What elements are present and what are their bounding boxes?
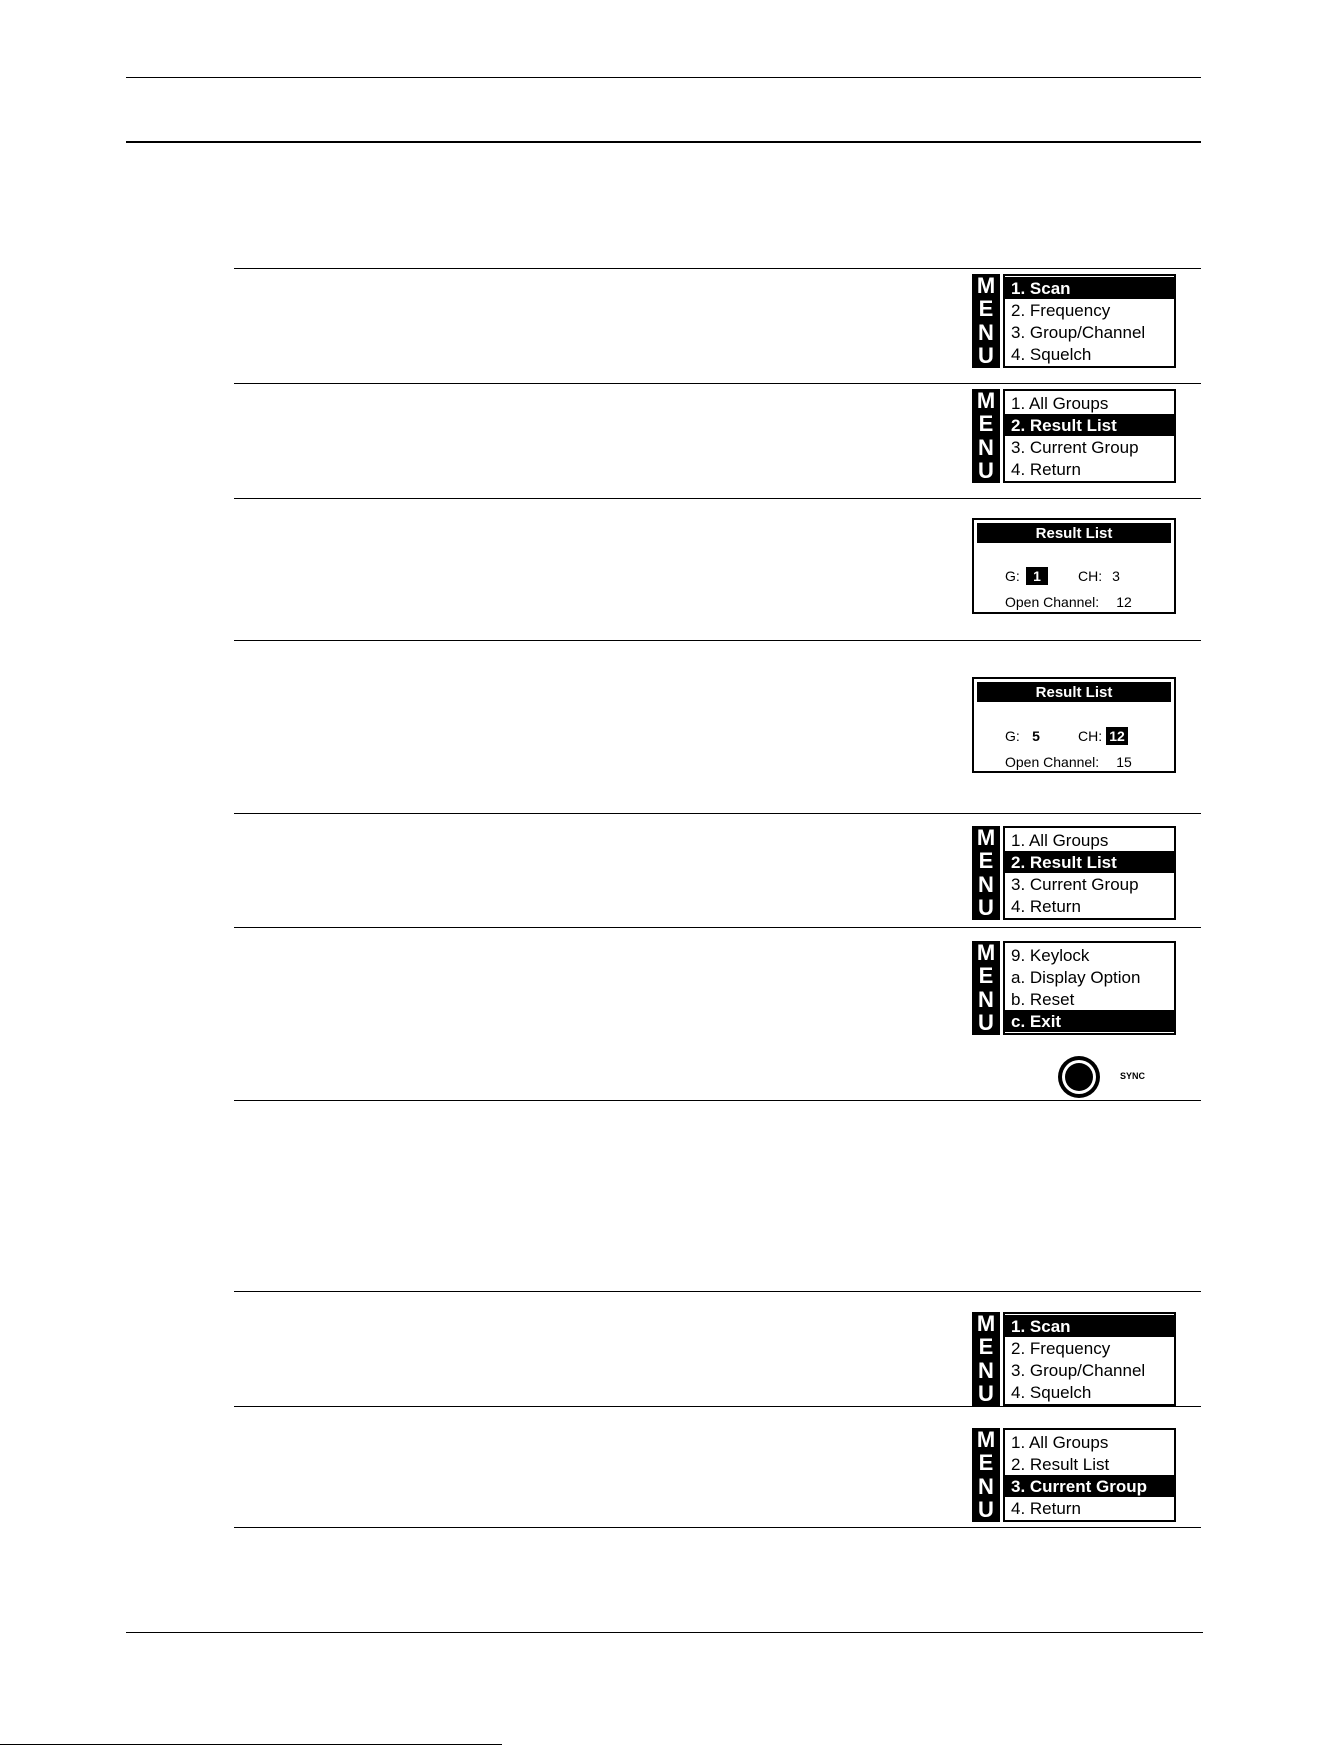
row-separator [234, 1406, 1201, 1407]
menu-item-result-list[interactable]: 2. Result List [1005, 851, 1174, 873]
menu-item-current-group[interactable]: 3. Current Group [1011, 437, 1139, 457]
channel-value[interactable]: 3 [1112, 568, 1120, 584]
sync-knob-icon[interactable] [1058, 1056, 1100, 1098]
menu-list [1003, 389, 1176, 483]
channel-label: CH: [1078, 568, 1103, 584]
open-channel-label: Open Channel: [1005, 754, 1100, 770]
menu-item-scan[interactable]: 1. Scan [1005, 277, 1174, 299]
row-separator [234, 1527, 1201, 1528]
menu-list [1003, 1428, 1176, 1522]
header-rule-thin [126, 77, 1201, 78]
menu-display-result-list [972, 826, 1176, 920]
menu-item-result-list[interactable]: 2. Result List [1005, 414, 1174, 436]
menu-strip: M E N U [972, 826, 1000, 920]
menu-item-squelch[interactable]: 4. Squelch [1011, 344, 1092, 364]
group-value[interactable]: 1 [1026, 567, 1048, 585]
menu-display-exit [972, 941, 1176, 1035]
menu-item-result-list[interactable]: 2. Result List [1011, 1454, 1110, 1474]
menu-item-keylock[interactable]: 9. Keylock [1011, 945, 1090, 965]
menu-list [1003, 274, 1176, 368]
group-value[interactable]: 5 [1032, 728, 1040, 744]
group-label: G: [1005, 568, 1020, 584]
sync-label: SYNC [1120, 1071, 1146, 1081]
menu-item-display-option[interactable]: a. Display Option [1011, 967, 1141, 987]
menu-display-result-list [972, 389, 1176, 483]
row-separator [234, 813, 1201, 814]
menu-item-reset[interactable]: b. Reset [1011, 989, 1075, 1009]
open-channel-label: Open Channel: [1005, 594, 1100, 610]
menu-display-scan [972, 1312, 1176, 1406]
header-rule-thick [126, 141, 1201, 143]
row-separator [234, 640, 1201, 641]
menu-item-exit[interactable]: c. Exit [1005, 1010, 1174, 1032]
channel-label: CH: [1078, 728, 1103, 744]
menu-strip: M E N U [972, 941, 1000, 1035]
menu-item-return[interactable]: 4. Return [1011, 1498, 1081, 1518]
menu-strip: M E N U [972, 389, 1000, 483]
result-list-title: Result List [977, 523, 1171, 543]
result-list-display [972, 677, 1176, 773]
menu-item-current-group[interactable]: 3. Current Group [1005, 1475, 1174, 1497]
menu-item-group-channel[interactable]: 3. Group/Channel [1011, 322, 1146, 342]
menu-item-all-groups[interactable]: 1. All Groups [1011, 1432, 1109, 1452]
menu-strip: M E N U [972, 1428, 1000, 1522]
row-separator [234, 927, 1201, 928]
menu-display-scan [972, 274, 1176, 368]
open-channel-value: 15 [1116, 754, 1132, 770]
footer-rule [126, 1632, 1203, 1633]
result-list-title: Result List [977, 682, 1171, 702]
menu-item-all-groups[interactable]: 1. All Groups [1011, 393, 1109, 413]
open-channel-value: 12 [1116, 594, 1132, 610]
group-label: G: [1005, 728, 1020, 744]
menu-strip: M E N U [972, 274, 1000, 368]
menu-item-current-group[interactable]: 3. Current Group [1011, 874, 1139, 894]
footnote-rule [0, 1744, 502, 1745]
row-separator [234, 1291, 1201, 1292]
menu-list [1003, 1312, 1176, 1406]
menu-list [1003, 826, 1176, 920]
row-separator [234, 383, 1201, 384]
menu-item-scan[interactable]: 1. Scan [1005, 1315, 1174, 1337]
row-separator [234, 498, 1201, 499]
menu-item-frequency[interactable]: 2. Frequency [1011, 1338, 1111, 1358]
menu-item-all-groups[interactable]: 1. All Groups [1011, 830, 1109, 850]
row-separator [234, 1100, 1201, 1101]
menu-strip: M E N U [972, 1312, 1000, 1406]
menu-item-group-channel[interactable]: 3. Group/Channel [1011, 1360, 1146, 1380]
menu-display-current-group [972, 1428, 1176, 1522]
menu-item-frequency[interactable]: 2. Frequency [1011, 300, 1111, 320]
result-list-display [972, 518, 1176, 614]
menu-item-squelch[interactable]: 4. Squelch [1011, 1382, 1092, 1402]
menu-item-return[interactable]: 4. Return [1011, 459, 1081, 479]
menu-item-return[interactable]: 4. Return [1011, 896, 1081, 916]
menu-list [1003, 941, 1176, 1035]
row-separator [234, 268, 1201, 269]
channel-value[interactable]: 12 [1106, 727, 1128, 745]
